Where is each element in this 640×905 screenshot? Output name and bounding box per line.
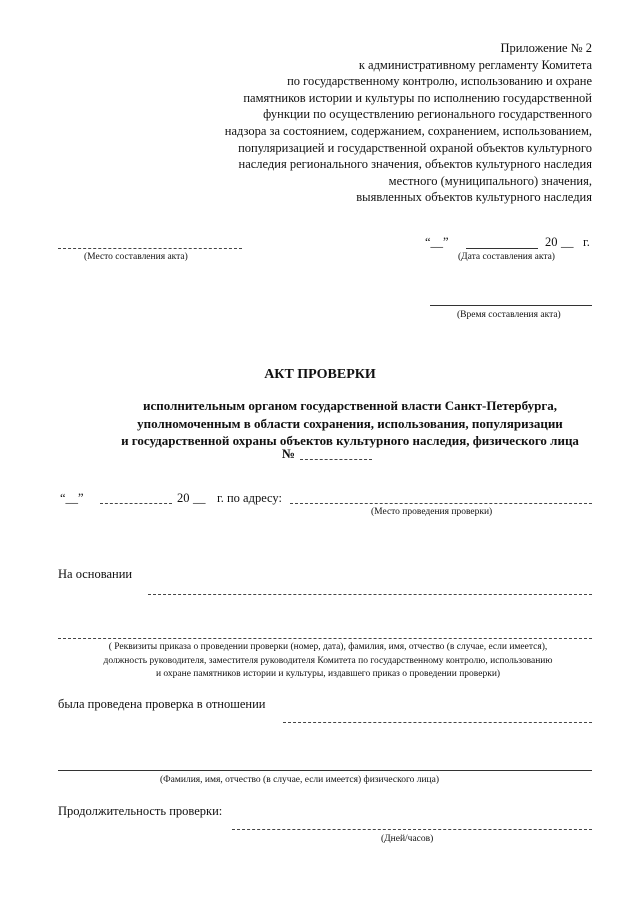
place-of-act-field[interactable] [58, 248, 242, 249]
appendix-line: памятников истории и культуры по исполнению государственной [243, 90, 592, 105]
basis-field-line-2[interactable] [58, 638, 592, 639]
inspection-date-year-blank[interactable]: __ [193, 491, 206, 505]
appendix-line: надзора за состоянием, содержанием, сохранением, использованием, [224, 123, 592, 138]
place-of-act-caption: (Место составления акта) [84, 252, 188, 262]
subject-field-line-1[interactable] [283, 722, 592, 723]
subtitle-line: уполномоченным в области сохранения, использования, популяризации [137, 415, 563, 431]
appendix-line: местного (муниципального) значения, [388, 173, 592, 188]
appendix-line: Приложение № 2 [500, 41, 592, 55]
act-date-month-field[interactable] [466, 248, 538, 249]
duration-label: Продолжительность проверки: [58, 804, 223, 818]
inspection-date-day: “__” [60, 491, 84, 505]
subtitle-line: исполнительным органом государственной власти Санкт-Петербурга, [142, 398, 557, 413]
act-date-day: “__” [425, 235, 449, 249]
appendix-line: популяризацией и государственной охраной объектов культурного [238, 140, 592, 155]
act-time-field[interactable] [430, 305, 592, 306]
basis-note-line: должность руководителя, заместителя руководителя Комитета по государственному контролю, использованию [103, 655, 553, 666]
appendix-line: наследия регионального значения, объектов культурного наследия [238, 157, 592, 172]
appendix-line: функции по осуществлению регионального государственного [263, 107, 592, 122]
inspection-date-year: 20 [177, 491, 190, 505]
act-date-suffix: г. [583, 235, 590, 249]
inspection-place-caption: (Место проведения проверки) [371, 507, 493, 517]
appendix-line: выявленных объектов культурного наследия [356, 190, 592, 205]
basis-label: На основании [58, 567, 133, 581]
act-number-sign: № [282, 446, 296, 461]
subject-field-line-2[interactable] [58, 770, 592, 771]
basis-note [58, 641, 598, 682]
act-time-caption: (Время составления акта) [457, 310, 561, 320]
appendix-line: к административному регламенту Комитета [358, 57, 592, 72]
basis-note-line: и охране памятников истории и культуры, издавшего приказ о проведении проверки) [155, 669, 501, 679]
act-date-year: 20 [545, 235, 558, 249]
duration-field[interactable] [232, 829, 592, 830]
act-date-caption: (Дата составления акта) [458, 252, 555, 262]
document-title: АКТ ПРОВЕРКИ [264, 367, 376, 382]
subtitle-line: и государственной охраны объектов культурного наследия, физического лица [121, 433, 579, 448]
act-number-field[interactable] [300, 459, 372, 460]
subject-caption: (Фамилия, имя, отчество (в случае, если имеется) физического лица) [160, 775, 440, 785]
act-date-year-blank[interactable]: __ [561, 235, 574, 249]
document-subtitle [60, 397, 640, 450]
inspection-date-month-field[interactable] [100, 503, 172, 504]
inspection-address-field[interactable] [290, 503, 592, 504]
inspection-address-label: г. по адресу: [217, 491, 282, 505]
appendix-line: по государственному контролю, использованию и охране [287, 74, 592, 89]
basis-field-line-1[interactable] [148, 594, 592, 595]
basis-note-line: ( Реквизиты приказа о проведении проверки (номер, дата), фамилия, имя, отчество (в случае, если имеется), [108, 642, 548, 652]
duration-caption: (Дней/часов) [381, 834, 434, 844]
appendix-header [172, 40, 592, 206]
subject-label: была проведена проверка в отношении [58, 697, 266, 711]
